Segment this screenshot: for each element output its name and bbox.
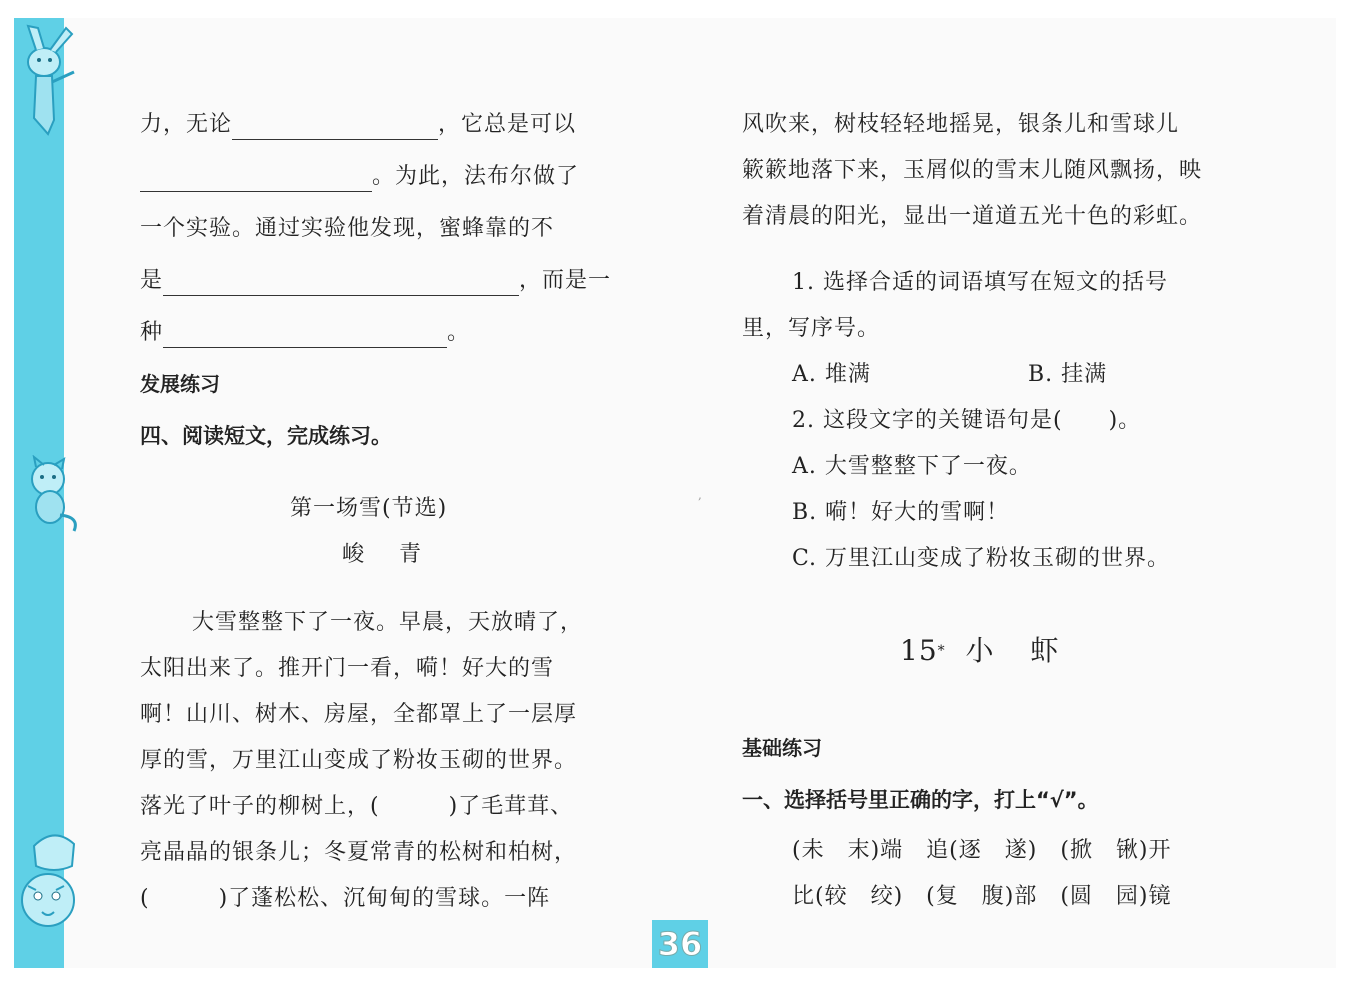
section-heading-development: 发展练习	[140, 372, 220, 396]
passage-author: 峻 青	[342, 542, 435, 567]
text: 是	[140, 268, 164, 293]
question-1: 1. 选择合适的词语填写在短文的括号	[792, 270, 1168, 295]
passage-line: ( )了蓬松松、沉甸甸的雪球。一阵	[140, 886, 551, 911]
text: ，而是一	[519, 268, 612, 293]
lesson-star: *	[937, 643, 946, 659]
passage-line: 大雪整整下了一夜。早晨，天放晴了，	[192, 610, 584, 635]
word-choice-row-2[interactable]: 比(较 绞) (复 腹)部 (圆 园)镜	[792, 884, 1172, 909]
passage-line: 着清晨的阳光，显出一道道五光十色的彩虹。	[742, 204, 1203, 229]
left-line-4	[140, 266, 611, 296]
lesson-number: 15	[900, 634, 938, 667]
question-2: 2. 这段文字的关键语句是( )。	[792, 408, 1142, 433]
tiger-illustration	[14, 826, 84, 936]
section-heading-basic: 基础练习	[742, 736, 822, 760]
left-line-2	[140, 162, 579, 192]
option-b[interactable]: B. 挂满	[1028, 362, 1108, 387]
text: 力，无论	[140, 112, 233, 137]
left-line-3: 一个实验。通过实验他发现，蜜蜂靠的不	[140, 216, 555, 241]
text: 种	[140, 320, 164, 345]
passage-line: 风吹来，树枝轻轻地摇晃，银条儿和雪球儿	[742, 112, 1180, 137]
passage-line: 落光了叶子的柳树上，( )了毛茸茸、	[140, 794, 574, 819]
lesson-heading	[900, 632, 1072, 670]
passage-line: 啊！山川、树木、房屋，全都罩上了一层厚	[140, 702, 578, 727]
word-choice-row-1[interactable]: (未 末)端 追(逐 遂) (掀 锹)开	[792, 838, 1172, 863]
task-four: 四、阅读短文，完成练习。	[140, 424, 392, 448]
passage-title: 第一场雪(节选)	[290, 496, 448, 521]
question-2-option-c[interactable]: C. 万里江山变成了粉妆玉砌的世界。	[792, 546, 1171, 571]
gutter-mark: ,	[698, 488, 702, 502]
answer-blank[interactable]	[140, 167, 372, 192]
answer-blank[interactable]	[163, 323, 447, 348]
question-1-cont: 里，写序号。	[742, 316, 881, 341]
left-line-5	[140, 318, 470, 348]
passage-line: 厚的雪，万里江山变成了粉妆玉砌的世界。	[140, 748, 578, 773]
page-number: 36	[652, 920, 708, 968]
text: ，它总是可以	[438, 112, 577, 137]
text: 。为此，法布尔做了	[372, 164, 580, 189]
option-a[interactable]: A. 堆满	[792, 362, 871, 387]
text: 。	[447, 320, 471, 345]
answer-blank[interactable]	[232, 115, 438, 140]
task-one: 一、选择括号里正确的字，打上“√”。	[742, 788, 1099, 812]
passage-line: 太阳出来了。推开门一看，嗬！好大的雪	[140, 656, 555, 681]
cat-illustration	[14, 455, 84, 535]
rabbit-illustration	[14, 22, 86, 140]
lesson-title: 小 虾	[965, 634, 1073, 667]
left-line-1	[140, 110, 576, 140]
question-2-option-a[interactable]: A. 大雪整整下了一夜。	[792, 454, 1032, 479]
question-2-option-b[interactable]: B. 嗬！好大的雪啊！	[792, 500, 1010, 525]
passage-line: 簌簌地落下来，玉屑似的雪末儿随风飘扬，映	[742, 158, 1203, 183]
answer-blank[interactable]	[163, 271, 519, 296]
passage-line: 亮晶晶的银条儿；冬夏常青的松树和柏树，	[140, 840, 578, 865]
